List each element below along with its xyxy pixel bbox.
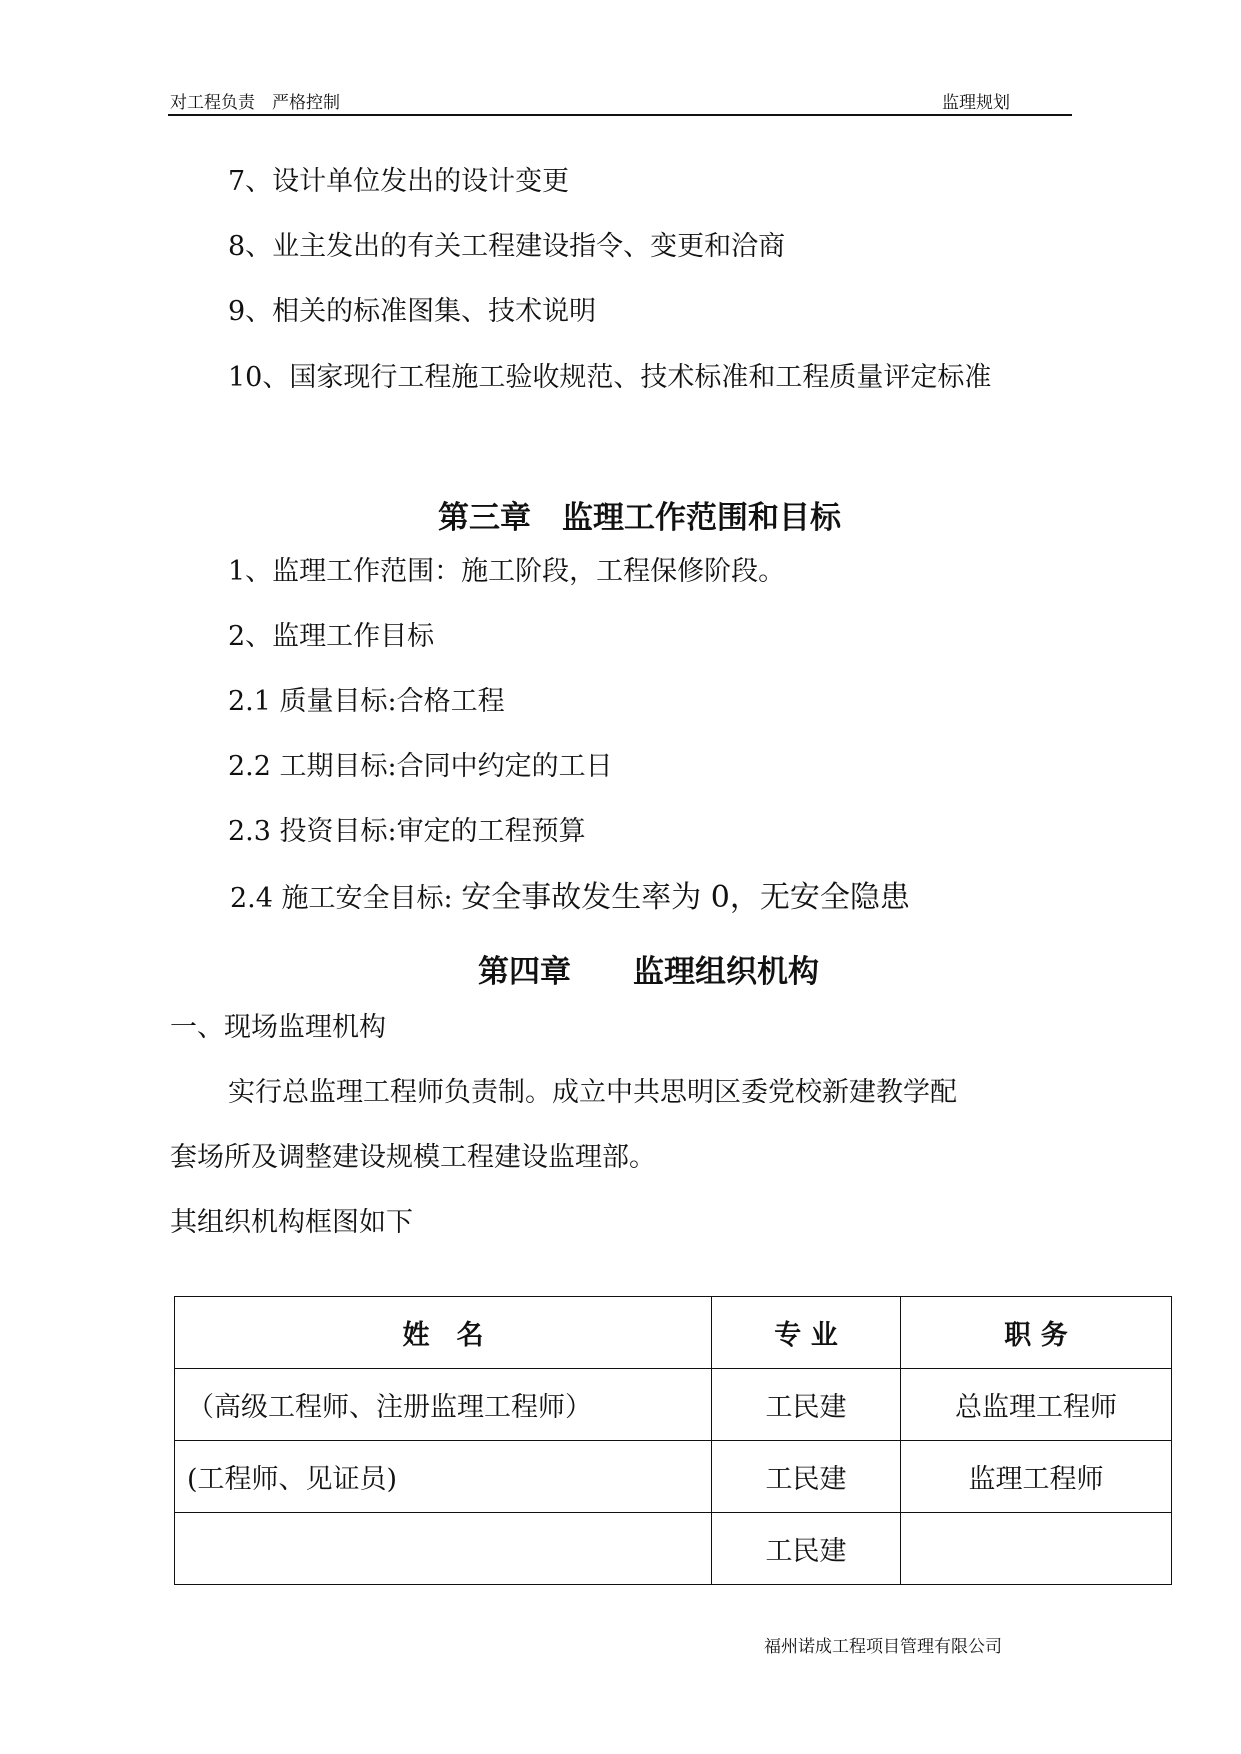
chapter3-item-2-4 <box>230 880 910 916</box>
section-site-organization: 一、现场监理机构 <box>170 1012 386 1043</box>
header-name: 姓 名 <box>175 1297 712 1369</box>
footer-company: 福州诺成工程项目管理有限公司 <box>764 1637 1002 1657</box>
cell-name: (工程师、见证员) <box>175 1441 712 1513</box>
cell-name <box>175 1513 712 1585</box>
chapter3-item-2: 2、监理工作目标 <box>228 621 435 652</box>
basis-item-7: 7、设计单位发出的设计变更 <box>228 166 570 197</box>
table-header-row <box>175 1297 1172 1369</box>
basis-item-8: 8、业主发出的有关工程建设指令、变更和洽商 <box>228 231 786 262</box>
staff-table <box>174 1296 1172 1585</box>
cell-specialty: 工民建 <box>712 1513 901 1585</box>
header-right: 监理规划 <box>942 93 1010 113</box>
cell-name: （高级工程师、注册监理工程师） <box>175 1369 712 1441</box>
chart-intro: 其组织机构框图如下 <box>170 1207 413 1238</box>
basis-item-9: 9、相关的标准图集、技术说明 <box>228 296 597 327</box>
header-specialty: 专 业 <box>712 1297 901 1369</box>
basis-item-10: 10、国家现行工程施工验收规范、技术标准和工程质量评定标准 <box>228 362 992 393</box>
cell-specialty: 工民建 <box>712 1441 901 1513</box>
chapter3-item-2-1: 2.1 质量目标:合格工程 <box>228 686 505 717</box>
safety-goal-label: 2.4 施工安全目标: <box>230 883 462 914</box>
chapter4-title: 第四章 监理组织机构 <box>478 954 819 990</box>
header-position: 职 务 <box>901 1297 1172 1369</box>
cell-position <box>901 1513 1172 1585</box>
cell-position: 监理工程师 <box>901 1441 1172 1513</box>
table-row <box>175 1369 1172 1441</box>
header-rule <box>168 114 1072 116</box>
table-row <box>175 1441 1172 1513</box>
cell-specialty: 工民建 <box>712 1369 901 1441</box>
cell-position: 总监理工程师 <box>901 1369 1172 1441</box>
safety-goal-value: 安全事故发生率为 0，无安全隐患 <box>461 880 910 915</box>
chapter3-item-2-3: 2.3 投资目标:审定的工程预算 <box>228 816 586 847</box>
chapter3-title: 第三章 监理工作范围和目标 <box>438 500 841 536</box>
paragraph-line-1: 实行总监理工程师负责制。成立中共思明区委党校新建教学配 <box>228 1077 957 1108</box>
chapter3-item-1: 1、监理工作范围：施工阶段，工程保修阶段。 <box>228 556 786 587</box>
chapter3-item-2-2: 2.2 工期目标:合同中约定的工日 <box>228 751 613 782</box>
table-row <box>175 1513 1172 1585</box>
header-left: 对工程负责 严格控制 <box>170 93 340 113</box>
paragraph-line-2: 套场所及调整建设规模工程建设监理部。 <box>170 1142 656 1173</box>
